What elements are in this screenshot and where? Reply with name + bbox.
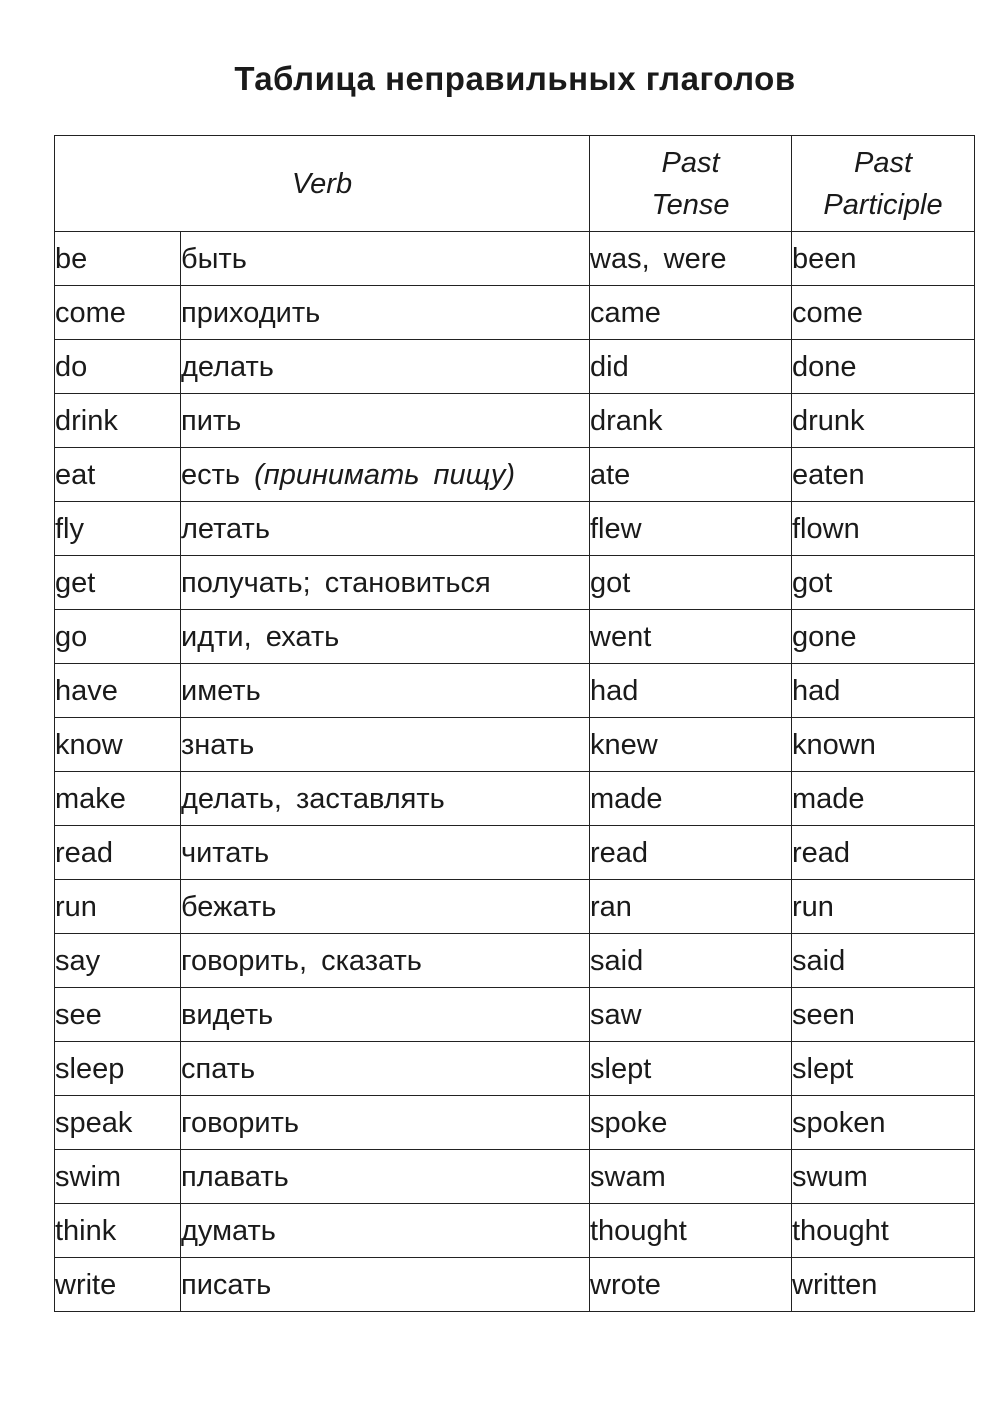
verb-base: swim [55,1150,181,1204]
verb-past-participle: slept [792,1042,975,1096]
table-body [55,232,975,1312]
translation-text: иметь [181,674,261,707]
verb-past-participle: got [792,556,975,610]
verb-past-participle: known [792,718,975,772]
table-row [55,934,975,988]
table-row [55,664,975,718]
verb-past-tense: came [590,286,792,340]
header-past-tense-line-2: Tense [651,188,730,221]
verb-translation [181,394,590,448]
verb-base: sleep [55,1042,181,1096]
verb-past-participle: been [792,232,975,286]
verb-translation [181,880,590,934]
table-row [55,286,975,340]
verb-base: think [55,1204,181,1258]
verb-past-participle: eaten [792,448,975,502]
verb-translation [181,664,590,718]
table-row [55,718,975,772]
verb-base: fly [55,502,181,556]
verb-past-participle: done [792,340,975,394]
table-row [55,1096,975,1150]
verb-past-tense: flew [590,502,792,556]
verb-translation [181,718,590,772]
verb-base: do [55,340,181,394]
table-row [55,502,975,556]
header-past-participle-line-1: Past [853,146,913,179]
verb-past-participle: made [792,772,975,826]
verb-past-participle: drunk [792,394,975,448]
verb-translation [181,826,590,880]
verb-base: speak [55,1096,181,1150]
header-past-tense-line-1: Past [661,146,720,179]
verb-past-tense: wrote [590,1258,792,1312]
verb-translation [181,286,590,340]
translation-text: видеть [181,998,274,1031]
verb-past-tense: got [590,556,792,610]
verb-translation [181,1150,590,1204]
verb-past-tense: went [590,610,792,664]
translation-text: приходить [181,296,321,329]
translation-text: говорить [181,1106,299,1139]
translation-text: пить [181,404,242,437]
verb-base: know [55,718,181,772]
translation-text: спать [181,1052,256,1085]
verb-base: eat [55,448,181,502]
table-row [55,448,975,502]
verb-translation [181,1096,590,1150]
translation-text: читать [181,836,270,869]
verb-past-tense: ran [590,880,792,934]
verb-past-tense: saw [590,988,792,1042]
verb-past-tense: swam [590,1150,792,1204]
irregular-verbs-table [54,135,975,1312]
table-row [55,1150,975,1204]
translation-text: бежать [181,890,277,923]
table-row [55,988,975,1042]
verb-base: have [55,664,181,718]
table-row [55,556,975,610]
verb-past-participle: spoken [792,1096,975,1150]
translation-text: знать [181,728,255,761]
verb-past-tense: drank [590,394,792,448]
verb-translation [181,502,590,556]
table-row [55,1204,975,1258]
verb-translation [181,448,590,502]
header-past-tense [590,136,792,232]
verb-past-participle: seen [792,988,975,1042]
verb-past-tense: had [590,664,792,718]
table-row [55,772,975,826]
verb-past-tense: spoke [590,1096,792,1150]
header-verb: Verb [55,136,590,232]
table-row [55,394,975,448]
verb-base: be [55,232,181,286]
verb-base: say [55,934,181,988]
verb-past-tense: was, were [590,232,792,286]
verb-past-tense: made [590,772,792,826]
verb-translation [181,1204,590,1258]
verb-base: run [55,880,181,934]
header-row [55,136,975,232]
verb-past-tense: knew [590,718,792,772]
verb-past-tense: said [590,934,792,988]
translation-text: делать, заставлять [181,782,445,815]
table-row [55,610,975,664]
verb-translation [181,340,590,394]
verb-past-tense: thought [590,1204,792,1258]
verb-past-participle: read [792,826,975,880]
verb-base: see [55,988,181,1042]
verb-past-tense: did [590,340,792,394]
verb-past-participle: had [792,664,975,718]
verb-translation [181,988,590,1042]
verb-past-participle: gone [792,610,975,664]
verb-past-tense: slept [590,1042,792,1096]
translation-text: плавать [181,1160,289,1193]
verb-base: read [55,826,181,880]
translation-text: думать [181,1214,276,1247]
verb-past-tense: ate [590,448,792,502]
verb-base: write [55,1258,181,1312]
verb-translation [181,1042,590,1096]
verb-past-participle: thought [792,1204,975,1258]
page-title: Таблица неправильных глаголов [234,60,796,97]
translation-text: идти, ехать [181,620,340,653]
translation-text: получать; становиться [181,566,491,599]
table-row [55,1042,975,1096]
translation-text: делать [181,350,274,383]
verb-translation [181,1258,590,1312]
translation-text: есть [181,458,241,491]
header-past-participle [792,136,975,232]
verb-past-participle: come [792,286,975,340]
translation-note: (принимать пищу) [254,458,516,491]
verb-base: come [55,286,181,340]
table-row [55,232,975,286]
verb-translation [181,934,590,988]
translation-text: говорить, сказать [181,944,422,977]
translation-text: писать [181,1268,272,1301]
verb-translation [181,556,590,610]
translation-text: быть [181,242,247,275]
table-row [55,340,975,394]
verb-translation [181,772,590,826]
verb-past-participle: swum [792,1150,975,1204]
verb-base: get [55,556,181,610]
table-row [55,880,975,934]
table-row [55,1258,975,1312]
translation-text: летать [181,512,270,545]
verb-translation [181,232,590,286]
verb-base: make [55,772,181,826]
verb-base: go [55,610,181,664]
verb-past-tense: read [590,826,792,880]
verb-past-participle: written [792,1258,975,1312]
verb-past-participle: run [792,880,975,934]
header-past-participle-line-2: Participle [823,188,943,221]
verb-past-participle: said [792,934,975,988]
verb-translation [181,610,590,664]
verb-base: drink [55,394,181,448]
table-row [55,826,975,880]
verb-past-participle: flown [792,502,975,556]
